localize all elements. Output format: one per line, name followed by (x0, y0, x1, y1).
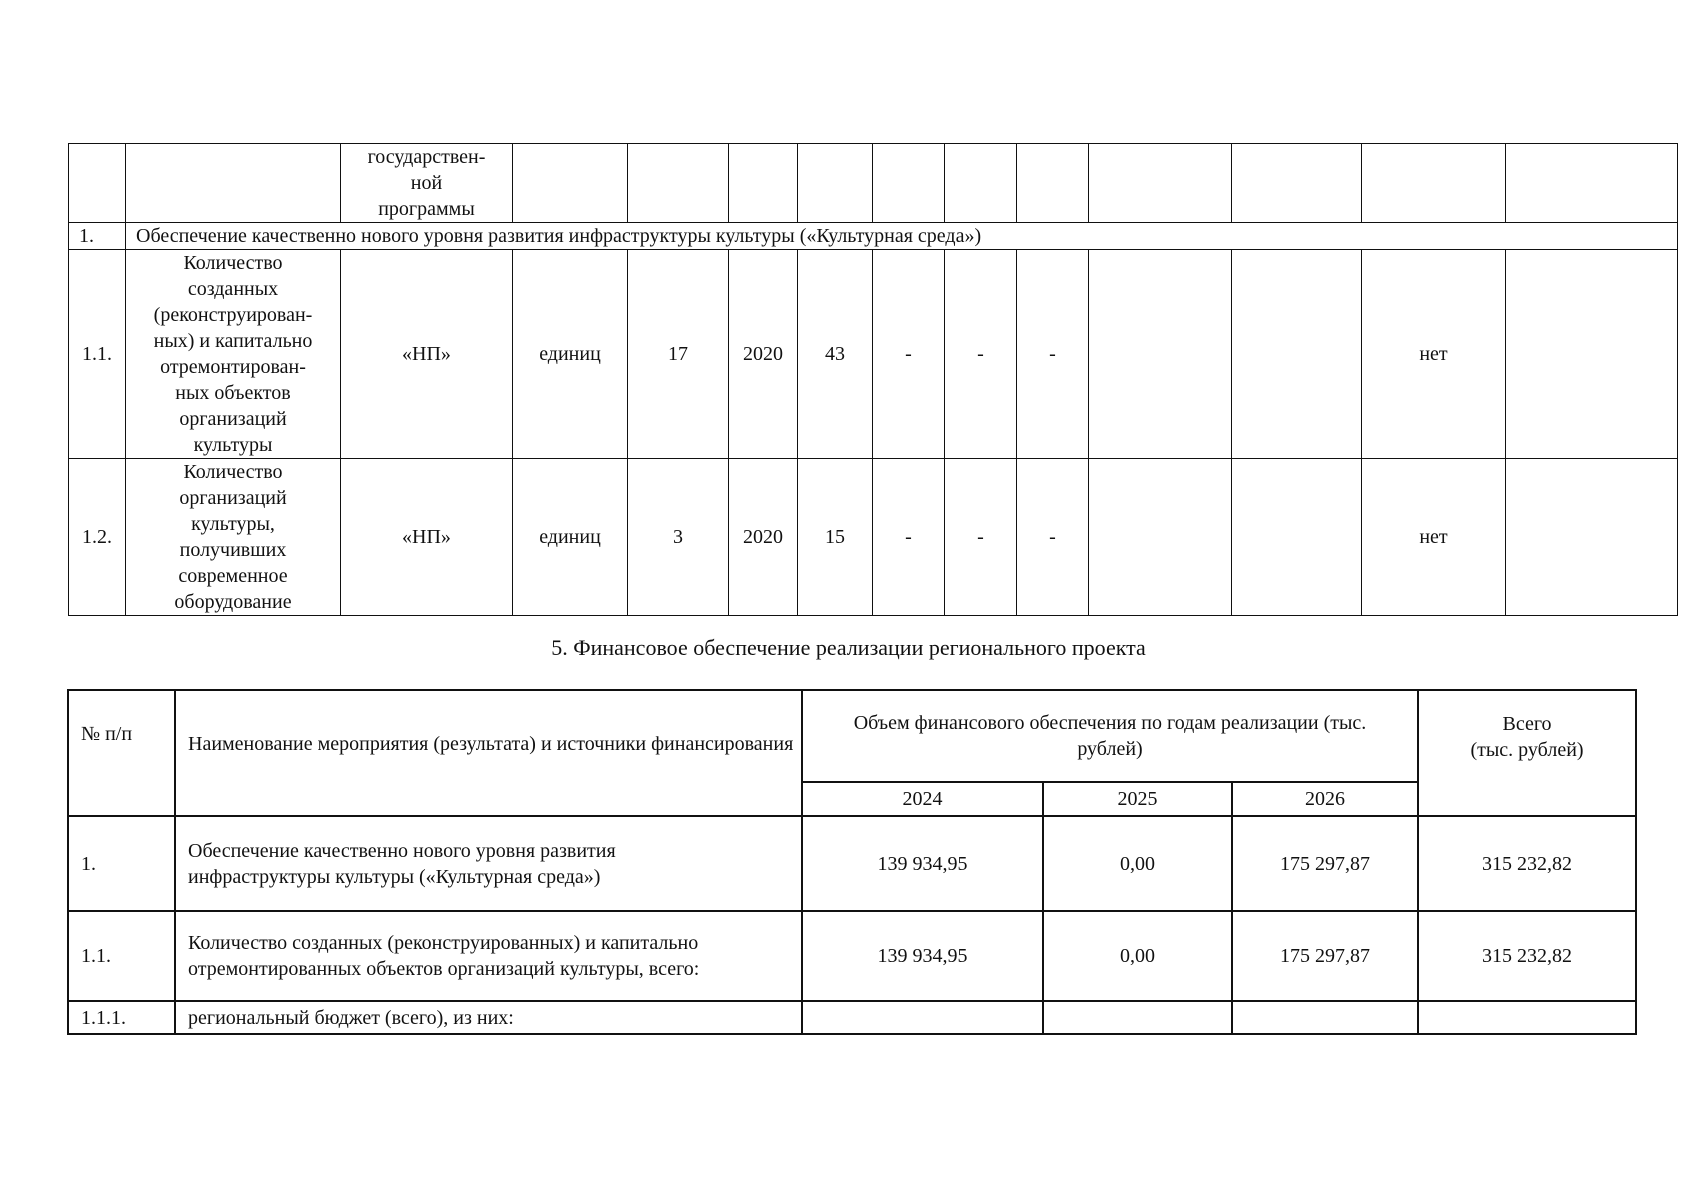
finance-section-heading: 5. Финансовое обеспечение реализации регионального проекта (551, 635, 1146, 660)
row-name: региональный бюджет (всего), из них: (175, 1001, 802, 1034)
value-2025 (1043, 1001, 1232, 1034)
table-row (69, 144, 1678, 223)
table-row (69, 250, 1678, 459)
row-num: 1.1. (69, 250, 126, 459)
header-year-2026: 2026 (1232, 782, 1418, 816)
row-name: Обеспечение качественно нового уровня развития инфраструктуры культуры («Культурная среда») (175, 816, 802, 911)
finance-table (67, 689, 1637, 1035)
value-2024 (802, 1001, 1043, 1034)
section-title: Обеспечение качественно нового уровня развития инфраструктуры культуры («Культурная среда») (126, 223, 1678, 250)
value-2025: 0,00 (1043, 911, 1232, 1001)
value-total: 315 232,82 (1418, 911, 1636, 1001)
base-year: 2020 (729, 250, 798, 459)
indicator-level: «НП» (341, 250, 513, 459)
header-year-2025: 2025 (1043, 782, 1232, 816)
header-total: Всего (тыс. рублей) (1418, 690, 1636, 816)
value-2: - (873, 459, 945, 616)
value-2: - (873, 250, 945, 459)
flag-value: нет (1362, 459, 1506, 616)
value-3: - (945, 459, 1017, 616)
value-2026: 175 297,87 (1232, 816, 1418, 911)
value-2026 (1232, 1001, 1418, 1034)
row-name: Количество созданных (реконструированных) и капитально отремонтированных объектов организаций культуры, всего: (175, 911, 802, 1001)
value-2025: 0,00 (1043, 816, 1232, 911)
flag-value: нет (1362, 250, 1506, 459)
base-value: 17 (628, 250, 729, 459)
program-level-cell: государствен- ной программы (341, 144, 513, 223)
row-num: 1.1.1. (68, 1001, 175, 1034)
indicator-level: «НП» (341, 459, 513, 616)
header-name: Наименование мероприятия (результата) и источники финансирования (175, 690, 802, 816)
value-total: 315 232,82 (1418, 816, 1636, 911)
value-3: - (945, 250, 1017, 459)
value-4: - (1017, 250, 1089, 459)
table-row (69, 459, 1678, 616)
table-row (68, 911, 1636, 1001)
indicator-unit: единиц (513, 250, 628, 459)
value-1: 15 (798, 459, 873, 616)
indicators-table (68, 143, 1678, 616)
header-year-2024: 2024 (802, 782, 1043, 816)
row-num: 1.1. (68, 911, 175, 1001)
row-num: 1.2. (69, 459, 126, 616)
header-volume: Объем финансового обеспечения по годам реализации (тыс. рублей) (802, 690, 1418, 782)
table-row (68, 1001, 1636, 1034)
value-2026: 175 297,87 (1232, 911, 1418, 1001)
value-2024: 139 934,95 (802, 911, 1043, 1001)
value-4: - (1017, 459, 1089, 616)
indicator-name: Количество созданных (реконструирован- ных) и капитально отремонтирован- ных объектов организаций культуры (126, 250, 341, 459)
section-num: 1. (69, 223, 126, 250)
value-1: 43 (798, 250, 873, 459)
header-num: № п/п (68, 690, 175, 816)
base-value: 3 (628, 459, 729, 616)
base-year: 2020 (729, 459, 798, 616)
indicator-name: Количество организаций культуры, получивших современное оборудование (126, 459, 341, 616)
table-row (68, 816, 1636, 911)
section-row (69, 223, 1678, 250)
value-total (1418, 1001, 1636, 1034)
value-2024: 139 934,95 (802, 816, 1043, 911)
header-row (68, 690, 1636, 782)
indicator-unit: единиц (513, 459, 628, 616)
row-num: 1. (68, 816, 175, 911)
